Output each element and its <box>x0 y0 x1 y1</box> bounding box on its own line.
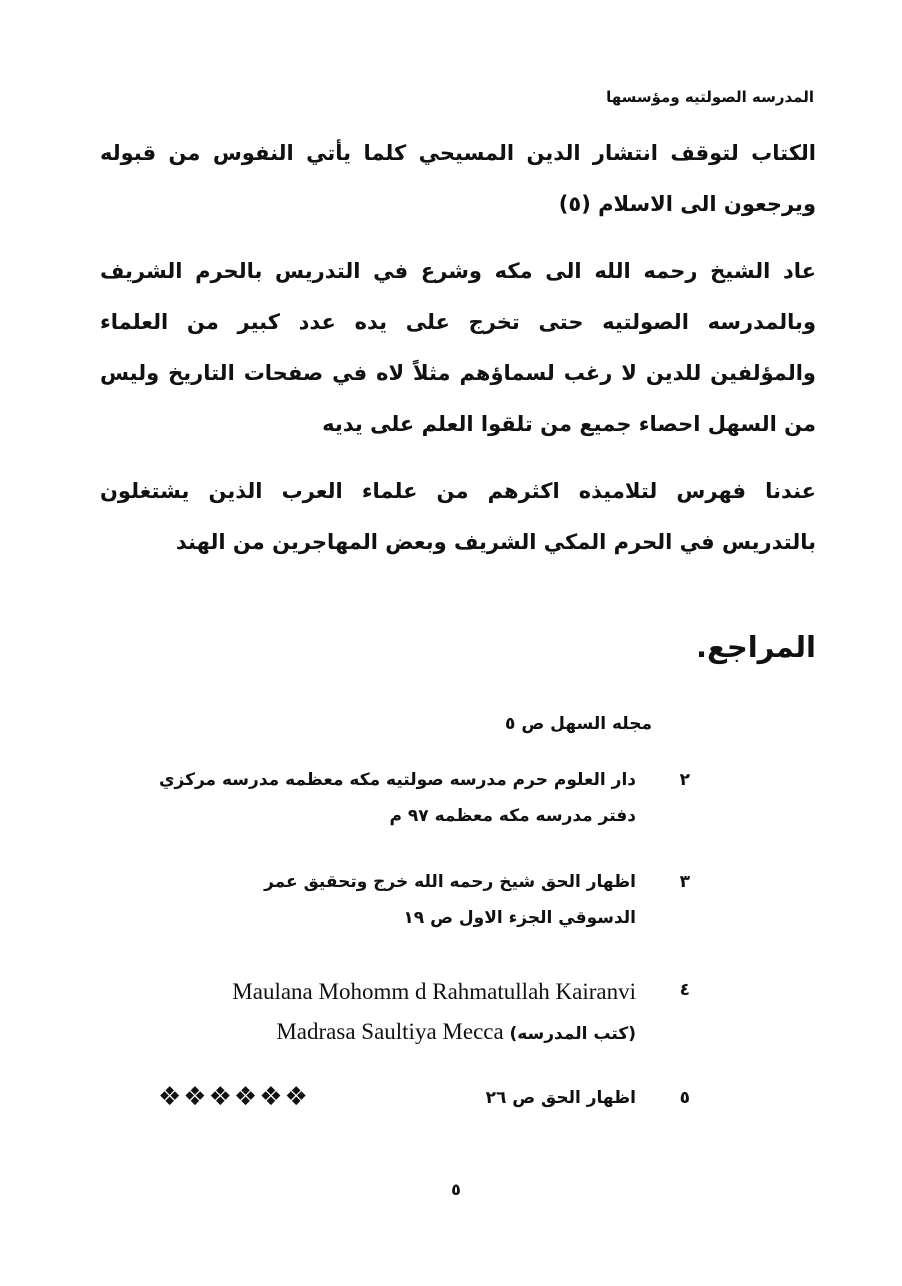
reference-2-number: ٢ <box>679 770 690 790</box>
running-header: المدرسه الصولتيه ومؤسسها <box>606 88 814 106</box>
reference-4-number: ٤ <box>679 980 690 1000</box>
references-heading: المراجع. <box>696 630 816 664</box>
reference-5-number: ٥ <box>679 1088 690 1108</box>
reference-3-number: ٣ <box>679 872 690 892</box>
paragraph-3: عندنا فهرس لتلاميذه اكثرهم من علماء العرب الذين يشتغلون بالتدريس في الحرم المكي الشريف وبعض المهاجرين من الهند <box>100 479 816 554</box>
page-number: ٥ <box>451 1180 461 1199</box>
reference-3-line-2: الدسوقي الجزء الاول ص ١٩ <box>403 908 636 928</box>
reference-2-line-1: دار العلوم حرم مدرسه صولتيه مكه معظمه مدرسه مركزي <box>158 770 636 790</box>
reference-4-latin-title: Madrasa Saultiya Mecca <box>276 1019 504 1044</box>
reference-4-line-1: Maulana Mohomm d Rahmatullah Kairanvi <box>232 979 636 1004</box>
reference-2-line-2: دفتر مدرسه مكه معظمه ٩٧ م <box>389 806 636 826</box>
reference-3-line-1: اظهار الحق شيخ رحمه الله خرج وتحقيق عمر <box>264 872 636 892</box>
paragraph-1: الكتاب لتوقف انتشار الدين المسيحي كلما يأتي النفوس من قبوله ويرجعون الى الاسلام (٥) <box>100 141 816 216</box>
reference-item-4 <box>90 972 690 1062</box>
reference-5-line-1: اظهار الحق ص ٢٦ <box>485 1088 636 1108</box>
paragraph-2: عاد الشيخ رحمه الله الى مكه وشرع في التدريس بالحرم الشريف وبالمدرسه الصولتيه حتى تخرج على يده عدد كبير من العلماء والمؤلفين للدين لا رغب لسماؤهم مثلاً لاه في صفحات التاريخ وليس من السهل احصاء جميع من تلقوا العلم على يديه <box>100 259 816 436</box>
reference-item-2 <box>90 762 690 842</box>
decorative-ornament-row: ❖❖❖❖❖❖ <box>158 1082 310 1112</box>
reference-item-3 <box>90 864 690 944</box>
reference-4-arabic-suffix: (كتب المدرسه) <box>509 1024 636 1044</box>
reference-4-line-2 <box>276 1012 636 1054</box>
reference-1-line-1: مجله السهل ص ٥ <box>505 714 652 734</box>
